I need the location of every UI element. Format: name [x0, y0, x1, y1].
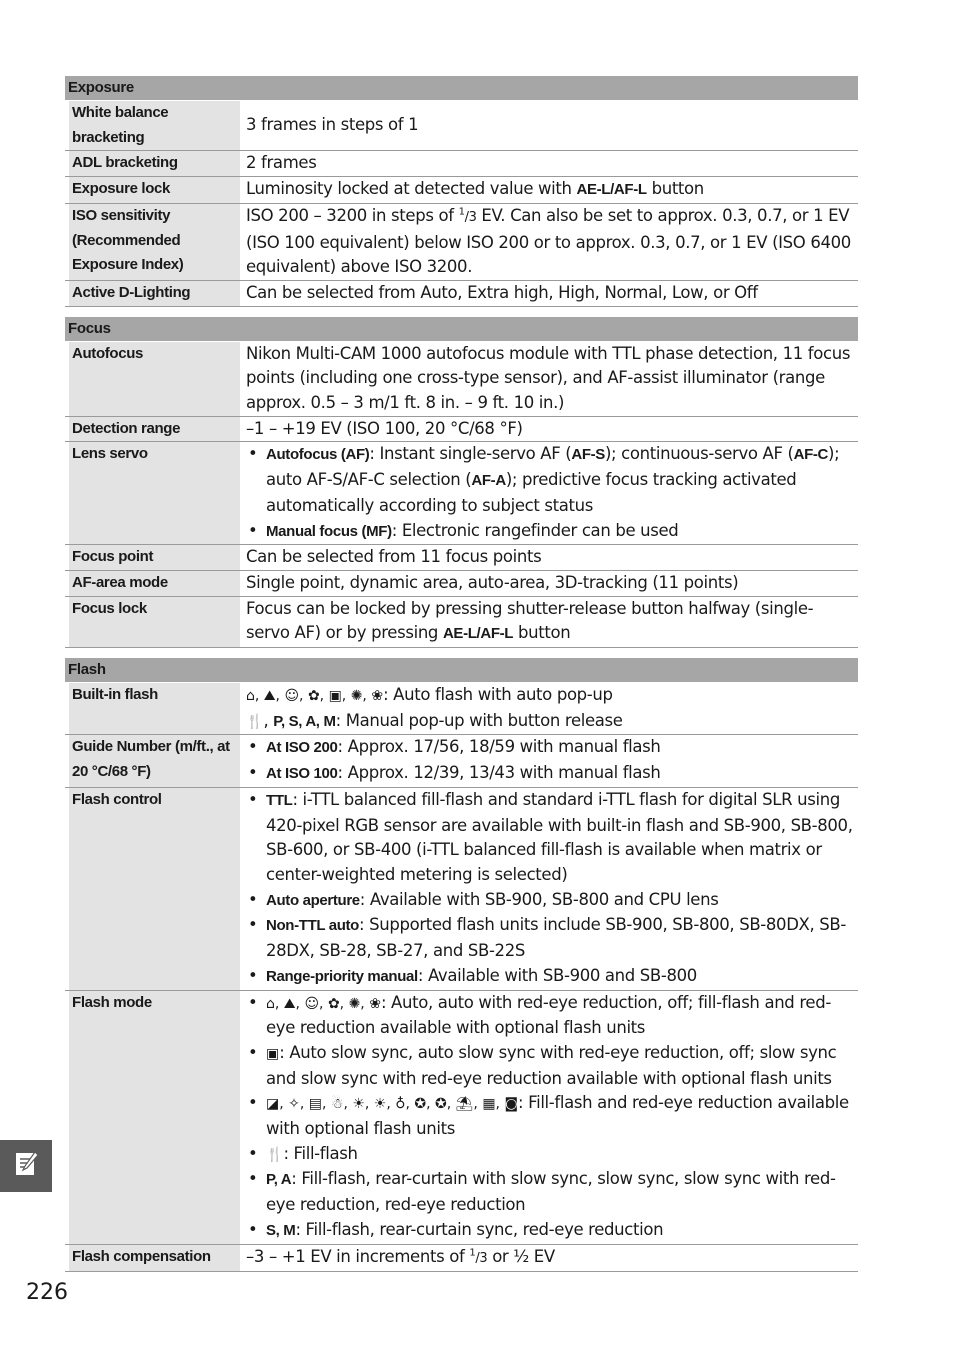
food-mode-icon: 🍴 — [266, 1146, 284, 1163]
fraction-denominator: /3 — [475, 1250, 488, 1266]
row-value: 2 frames — [246, 153, 317, 173]
table-row — [65, 342, 858, 417]
row-value — [240, 101, 858, 150]
row-value: Single point, dynamic area, auto-area, 3D-tracking (11 points) — [246, 572, 739, 592]
bullet-item — [246, 735, 854, 761]
bullet-term: At ISO 200 — [266, 739, 338, 757]
bullet-term: Manual focus (MF) — [266, 522, 392, 540]
value-text: button — [646, 179, 704, 199]
bullet-item — [246, 964, 854, 990]
row-value — [240, 597, 858, 647]
value-line — [246, 683, 854, 709]
section-header-focus: Focus — [65, 317, 858, 342]
scene-mode-icons: ⌂, ⛰, ☺, ✿, ✺, ❀ — [266, 995, 381, 1012]
value-text: : Available with SB-900 and SB-800 — [417, 965, 697, 985]
bullet-item — [246, 519, 854, 545]
bullet-term: P, A — [266, 1171, 292, 1189]
value-text: ); continuous-servo AF ( — [604, 444, 794, 464]
row-label: Flash control — [69, 788, 240, 990]
fraction-denominator: /3 — [464, 209, 477, 225]
row-label: Flash compensation — [69, 1245, 240, 1272]
bullet-term: S, M — [266, 1221, 296, 1239]
bullet-item — [246, 1167, 854, 1217]
table-row — [65, 545, 858, 571]
bullet-item — [246, 1218, 854, 1244]
table-row — [65, 151, 858, 177]
bullet-item — [246, 1142, 854, 1168]
fraction-numerator: 1 — [469, 1247, 476, 1259]
bullet-term: Non-TTL auto — [266, 917, 359, 935]
section-focus — [65, 317, 858, 648]
value-text: : Auto slow sync, auto slow sync with red-eye reduction, off; slow sync and slow sync with red-eye reduction available with optional flash units — [266, 1042, 837, 1088]
bullet-item — [246, 442, 854, 518]
row-label: White balance bracketing — [69, 101, 240, 150]
row-label: Autofocus — [69, 342, 240, 416]
table-row — [65, 597, 858, 648]
page-number: 226 — [26, 1280, 68, 1305]
value-text: ISO 200 – 3200 in steps of — [246, 205, 459, 225]
row-value: Nikon Multi-CAM 1000 autofocus module with TTL phase detection, 11 focus points (including one cross-type sensor), and AF-assist illuminator (range approx. 0.5 – 3 m/1 ft. 8 in. – 9 ft. 10 in.) — [246, 343, 851, 413]
fraction-numerator: 1 — [458, 206, 465, 218]
row-label: ADL bracketing — [69, 151, 240, 176]
bullet-item — [246, 913, 854, 963]
bullet-term: TTL — [266, 791, 293, 809]
value-text: : Fill-flash, rear-curtain with slow sync, slow sync, slow sync with red-eye reduction, red-eye reduction — [266, 1169, 836, 1215]
row-label: Focus lock — [69, 597, 240, 647]
table-row — [65, 417, 858, 443]
value-text: ); predictive focus tracking activated automatically according to subject status — [266, 470, 797, 515]
table-row — [65, 991, 858, 1245]
table-row — [65, 204, 858, 281]
value-text: Luminosity locked at detected value with — [246, 179, 577, 199]
spec-table — [65, 76, 858, 1282]
value-text: : Supported flash units include SB-900, SB-800, SB-80DX, SB-28DX, SB-28, SB-27, and SB-22S — [266, 915, 846, 961]
section-exposure — [65, 76, 858, 307]
value-text: : Auto flash with auto pop-up — [383, 685, 613, 705]
value-text: : Manual pop-up with button release — [335, 710, 623, 730]
row-label: Detection range — [69, 417, 240, 442]
value-text: : Auto, auto with red-eye reduction, off; fill-flash and red-eye reduction available with optional flash units — [266, 992, 831, 1038]
value-line — [246, 709, 854, 735]
row-value: –1 – +19 EV (ISO 100, 20 °C/68 °F) — [246, 418, 523, 438]
row-value — [240, 788, 858, 990]
row-label: Guide Number (m/ft., at 20 °C/68 °F) — [69, 735, 240, 786]
table-row — [65, 735, 858, 787]
value-text: Focus can be locked by pressing shutter-release button halfway (single-servo AF) or by pressing — [246, 598, 814, 643]
value-text: EV. Can also be set to approx. 0.3, 0.7, or 1 EV (ISO 100 equivalent) below ISO 200 or to approx. 0.3, 0.7, or 1 EV (ISO 6400 equivalent) above ISO 3200. — [246, 205, 851, 277]
value-text: : Approx. 12/39, 13/43 with manual flash — [337, 763, 661, 783]
food-mode-icon: 🍴 — [246, 713, 264, 730]
value-text: : Instant single-servo AF ( — [369, 444, 572, 464]
bullet-term: Range-priority manual — [266, 967, 418, 985]
row-label: ISO sensitivity (Recommended Exposure Index) — [69, 204, 240, 280]
mode-names: P, S, A, M — [273, 712, 336, 730]
row-label: Active D-Lighting — [69, 281, 240, 306]
table-row — [65, 177, 858, 204]
bullet-item — [246, 761, 854, 787]
table-row — [65, 571, 858, 597]
value-text: : Electronic rangefinder can be used — [391, 520, 679, 540]
value-text: : Fill-flash and red-eye reduction available with optional flash units — [266, 1093, 849, 1139]
bullet-item — [246, 788, 854, 888]
row-value-text: 3 frames in steps of 1 — [246, 115, 419, 135]
scene-mode-icons: ⌂, ⛰, ☺, ✿, ▣, ✺, ❀ — [246, 688, 384, 705]
row-value: Can be selected from Auto, Extra high, High, Normal, Low, or Off — [246, 282, 758, 302]
button-name: AE-L/AF-L — [576, 181, 647, 199]
table-row — [65, 281, 858, 307]
row-label: AF-area mode — [69, 571, 240, 596]
table-row — [65, 1245, 858, 1273]
row-value — [240, 1245, 858, 1272]
value-text: ); auto AF-S/AF-C selection ( — [266, 444, 840, 490]
mode-name: AF-C — [793, 446, 829, 464]
section-flash — [65, 658, 858, 1272]
row-value — [240, 204, 858, 280]
button-name: AE-L/AF-L — [442, 625, 514, 643]
row-value — [240, 683, 858, 734]
row-label: Focus point — [69, 545, 240, 570]
side-tab — [0, 1140, 52, 1192]
table-row — [65, 442, 858, 545]
bullet-item — [246, 888, 854, 914]
table-row — [65, 788, 858, 991]
value-text: : Fill-flash — [283, 1143, 358, 1163]
value-text: –3 – +1 EV in increments of — [246, 1246, 470, 1266]
bullet-item — [246, 1091, 854, 1141]
row-value — [240, 177, 858, 203]
row-value: Can be selected from 11 focus points — [246, 547, 542, 567]
value-text: : Approx. 17/56, 18/59 with manual flash — [337, 737, 661, 757]
section-header-flash: Flash — [65, 658, 858, 683]
mode-name: AF-A — [471, 472, 506, 490]
bullet-item — [246, 991, 854, 1041]
night-portrait-icon: ▣ — [266, 1045, 280, 1062]
row-value — [240, 442, 858, 544]
notes-icon — [11, 1149, 41, 1183]
value-text: or ½ EV — [487, 1246, 555, 1266]
value-text: button — [513, 623, 571, 643]
value-text: : Available with SB-900, SB-800 and CPU lens — [359, 889, 719, 909]
row-label: Exposure lock — [69, 177, 240, 203]
table-row — [65, 683, 858, 735]
bullet-term: Auto aperture — [266, 891, 360, 909]
value-text: : Fill-flash, rear-curtain sync, red-eye reduction — [295, 1219, 664, 1239]
bullet-term: At ISO 100 — [266, 765, 338, 783]
scene-mode-icons: ◪, ✧, ▤, ☃, ☀, ☀, ♁, ✪, ✪, ⛱, ▦, ◙ — [266, 1096, 519, 1113]
row-label: Built-in flash — [69, 683, 240, 734]
row-label: Lens servo — [69, 442, 240, 544]
separator-text: , — [263, 710, 274, 730]
table-row — [65, 101, 858, 151]
mode-name: AF-S — [571, 446, 605, 464]
section-header-exposure: Exposure — [65, 76, 858, 101]
value-text: : i-TTL balanced fill-flash and standard i-TTL flash for digital SLR using 420-pixel RGB sensor are available with built-in flash and SB-900, SB-800, SB-600, or SB-400 (i-TTL balanced fill-flash is available when matrix or center-weighted metering is selected) — [266, 789, 853, 884]
row-value — [240, 735, 858, 786]
bullet-item — [246, 1041, 854, 1091]
bullet-term: Autofocus (AF) — [266, 446, 370, 464]
row-value — [240, 991, 858, 1244]
row-label: Flash mode — [69, 991, 240, 1244]
